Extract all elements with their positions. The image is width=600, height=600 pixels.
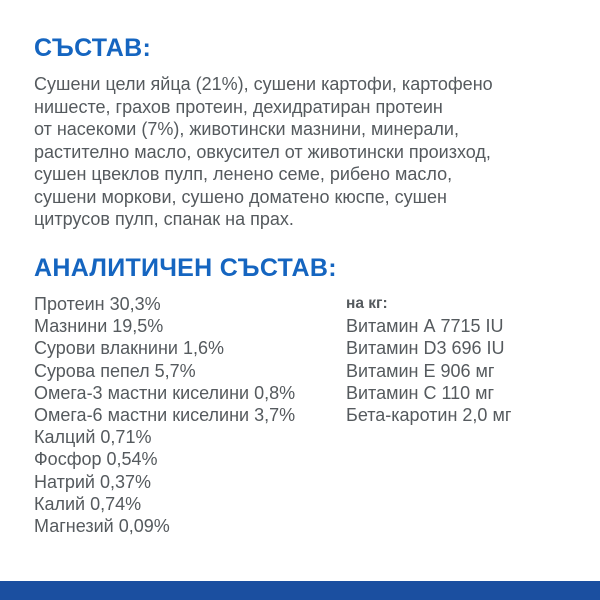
vitamin-item: Витамин С 110 мг — [346, 382, 495, 403]
nutrient-item: Сурови влакнини 1,6% — [34, 338, 224, 359]
composition-heading: СЪСТАВ: — [34, 34, 152, 62]
nutrient-item: Магнезий 0,09% — [34, 516, 170, 537]
nutrient-item: Мазнини 19,5% — [34, 316, 164, 337]
nutrient-item: Протеин 30,3% — [34, 294, 161, 314]
vitamin-item: Витамин D3 696 IU — [346, 338, 505, 359]
composition-line: растително масло, овкусител от животински произход, — [34, 141, 491, 162]
analytical-heading: АНАЛИТИЧЕН СЪСТАВ: — [34, 254, 337, 282]
vitamin-item: Витамин Е 906 мг — [346, 360, 495, 381]
composition-line: нишесте, грахов протеин, дехидратиран протеин — [34, 96, 443, 117]
composition-line: сушен цвеклов пулп, ленено семе, рибено масло, — [34, 164, 453, 184]
nutrient-item: Калий 0,74% — [34, 493, 142, 514]
composition-line: сушени моркови, сушено доматено кюспе, сушен — [34, 186, 447, 207]
composition-text — [34, 73, 596, 231]
composition-line: цитрусов пулп, спанак на прах. — [34, 209, 294, 229]
nutrient-item: Фосфор 0,54% — [34, 449, 158, 470]
nutrient-item: Сурова пепел 5,7% — [34, 360, 196, 381]
vitamin-item: Витамин А 7715 IU — [346, 316, 504, 337]
composition-line: Сушени цели яйца (21%), сушени картофи, картофено — [34, 74, 493, 94]
vitamin-item: Бета-каротин 2,0 мг — [346, 405, 512, 426]
nutrient-item: Калций 0,71% — [34, 427, 152, 448]
nutrient-item: Натрий 0,37% — [34, 471, 152, 492]
per-kg-label: на кг: — [346, 295, 388, 312]
analytical-nutrients-list — [34, 293, 295, 537]
analytical-vitamins-list — [346, 293, 511, 426]
nutrient-item: Омега-6 мастни киселини 3,7% — [34, 405, 296, 426]
composition-line: от насекоми (7%), животински мазнини, минерали, — [34, 119, 459, 139]
footer-bar — [0, 581, 600, 600]
nutrient-item: Омега-3 мастни киселини 0,8% — [34, 382, 296, 403]
